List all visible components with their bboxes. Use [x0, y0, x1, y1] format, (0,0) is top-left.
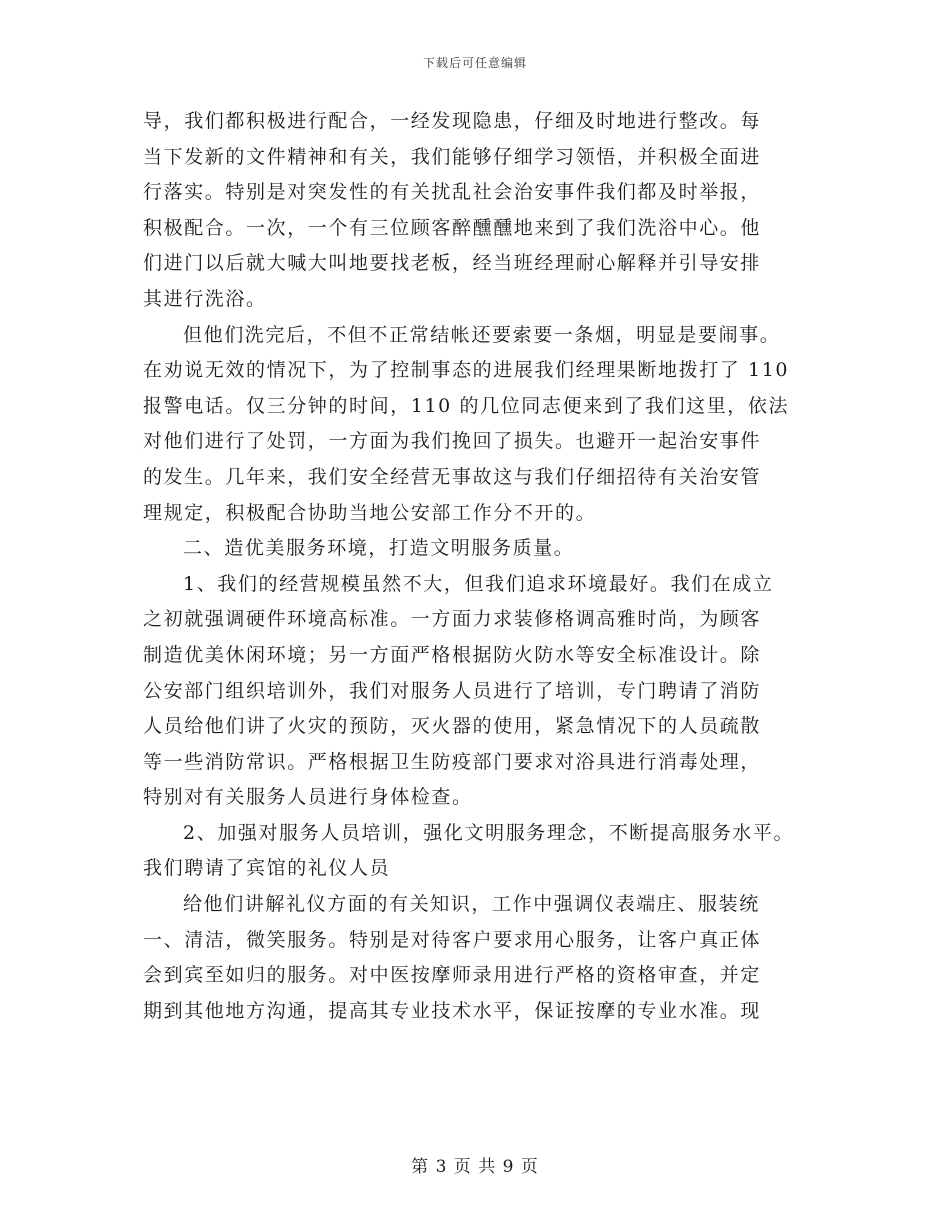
- page-header: 下载后可任意编辑: [422, 56, 527, 70]
- text-line: 我们聘请了宾馆的礼仪人员: [143, 857, 391, 880]
- text-line: 们进门以后就大喊大叫地要找老板，经当班经理耐心解释并引导安排: [143, 252, 762, 275]
- text-line: 报警电话。仅三分钟的时间，110 的几位同志便来到了我们这里，依法: [143, 394, 790, 417]
- document-body: [143, 104, 833, 1029]
- paragraph-start-line: 2、加强对服务人员培训，强化文明服务理念，不断提高服务水平。: [183, 821, 795, 844]
- text-line: 行落实。特别是对突发性的有关扰乱社会治安事件我们都及时举报，: [143, 181, 762, 204]
- text-line: 其进行洗浴。: [143, 287, 267, 310]
- text-line: 在劝说无效的情况下，为了控制事态的进展我们经理果断地拨打了 110: [143, 359, 790, 382]
- text-line: 特别对有关服务人员进行身体检查。: [143, 786, 473, 809]
- text-line: 理规定，积极配合协助当地公安部工作分不开的。: [143, 501, 597, 524]
- paragraph-start-line: 1、我们的经营规模虽然不大，但我们追求环境最好。我们在成立: [183, 572, 774, 595]
- text-line: 等一些消防常识。严格根据卫生防疫部门要求对浴具进行消毒处理，: [143, 750, 762, 773]
- paragraph-start-line: 但他们洗完后，不但不正常结帐还要索要一条烟，明显是要闹事。: [183, 323, 781, 346]
- text-line: 人员给他们讲了火灾的预防，灭火器的使用，紧急情况下的人员疏散: [143, 715, 762, 738]
- text-line: 的发生。几年来，我们安全经营无事故这与我们仔细招待有关治安管: [143, 465, 762, 488]
- text-line: 一、清洁，微笑服务。特别是对待客户要求用心服务，让客户真正体: [143, 928, 762, 951]
- text-line: 期到其他地方沟通，提高其专业技术水平，保证按摩的专业水准。现: [143, 999, 762, 1022]
- text-line: 公安部门组织培训外，我们对服务人员进行了培训，专门聘请了消防: [143, 679, 762, 702]
- page-number-footer: 第 3 页 共 9 页: [411, 1157, 539, 1177]
- paragraph-start-line: 给他们讲解礼仪方面的有关知识，工作中强调仪表端庄、服装统: [183, 893, 760, 916]
- section-heading: 二、造优美服务环境，打造文明服务质量。: [183, 537, 575, 560]
- text-line: 制造优美休闲环境；另一方面严格根据防火防水等安全标准设计。除: [143, 643, 762, 666]
- text-line: 导，我们都积极进行配合，一经发现隐患，仔细及时地进行整改。每: [143, 110, 762, 132]
- text-line: 会到宾至如归的服务。对中医按摩师录用进行严格的资格审查，并定: [143, 964, 762, 987]
- text-line: 积极配合。一次，一个有三位顾客醉醺醺地来到了我们洗浴中心。他: [143, 216, 762, 239]
- text-line: 对他们进行了处罚，一方面为我们挽回了损失。也避开一起治安事件: [143, 430, 762, 453]
- text-line: 当下发新的文件精神和有关，我们能够仔细学习领悟，并积极全面进: [143, 145, 762, 168]
- text-line: 之初就强调硬件环境高标准。一方面力求装修格调高雅时尚，为顾客: [143, 608, 762, 631]
